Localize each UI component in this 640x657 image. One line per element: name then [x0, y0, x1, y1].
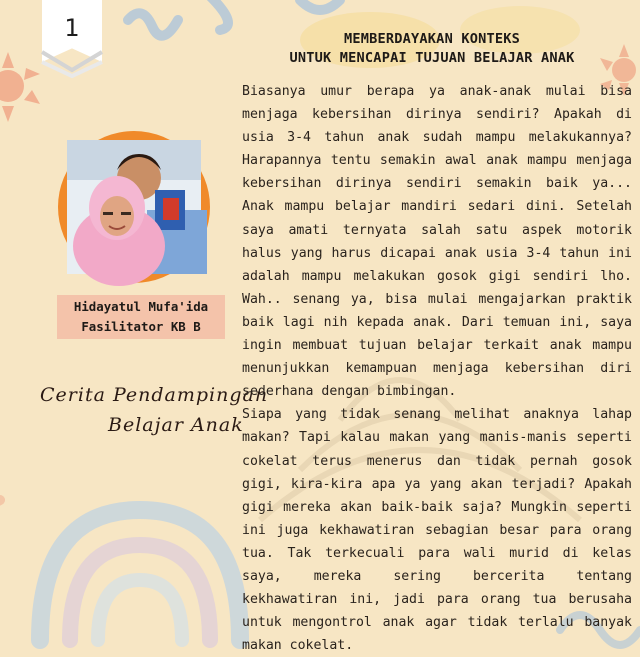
- author-role: Fasilitator KB B: [81, 319, 201, 334]
- feature-label-line-1: Cerita Pendampingan: [40, 384, 269, 406]
- title-line-1: MEMBERDAYAKAN KONTEKS: [343, 31, 521, 47]
- title-line-2: UNTUK MENCAPAI TUJUAN BELAJAR ANAK: [289, 50, 575, 66]
- author-name: Hidayatul Mufa'ida: [73, 299, 209, 314]
- article-paragraph: Biasanya umur berapa ya anak-anak mulai bisa menjaga kebersihan dirinya sendiri? Apakah di usia 3-4 tahun anak sudah mampu melakukannya? Harapannya tentu semakin awal anak mampu menjaga kebersihan dirinya sendiri semakin baik ya... Anak mampu belajar mandiri sedari dini. Setelah saya amati ternyata salah satu aspek motorik halus yang harus dicapai anak usia 3-4 tahun ini adalah mampu melakukan gosok gigi sendiri lho. Wah.. senang ya, bisa mulai mengajarkan praktik baik lagi nih kepada anak. Dari temuan ini, saya ingin membuat tujuan belajar terkait anak mampu menunjukkan kemampuan menjaga kebersihan diri sederhana dengan bimbingan.: [242, 84, 632, 400]
- article-title: [232, 30, 632, 68]
- article-body: [242, 80, 632, 657]
- feature-label-line-2: Belajar Anak: [108, 414, 244, 436]
- article-paragraph: Siapa yang tidak senang melihat anaknya lahap makan? Tapi kalau makan yang manis-manis seperti cokelat terus menerus dan tidak pernah gosok gigi, kira-kira apa ya yang akan terjadi? Apakah gigi mereka akan baik-baik saja? Mungkin seperti ini juga kekhawatiran sebagian besar para orang tua. Tak terkecuali para wali murid di kelas saya, mereka sering bercerita tentang kekhawatiran ini, jadi para orang tua berusaha untuk mengontrol anak agar tidak terlalu banyak makan cokelat.: [242, 407, 632, 654]
- page-tab-stripe: [42, 50, 102, 74]
- author-photo-illustration: [67, 140, 201, 274]
- page-number: 1: [64, 14, 80, 42]
- author-photo: [67, 140, 201, 274]
